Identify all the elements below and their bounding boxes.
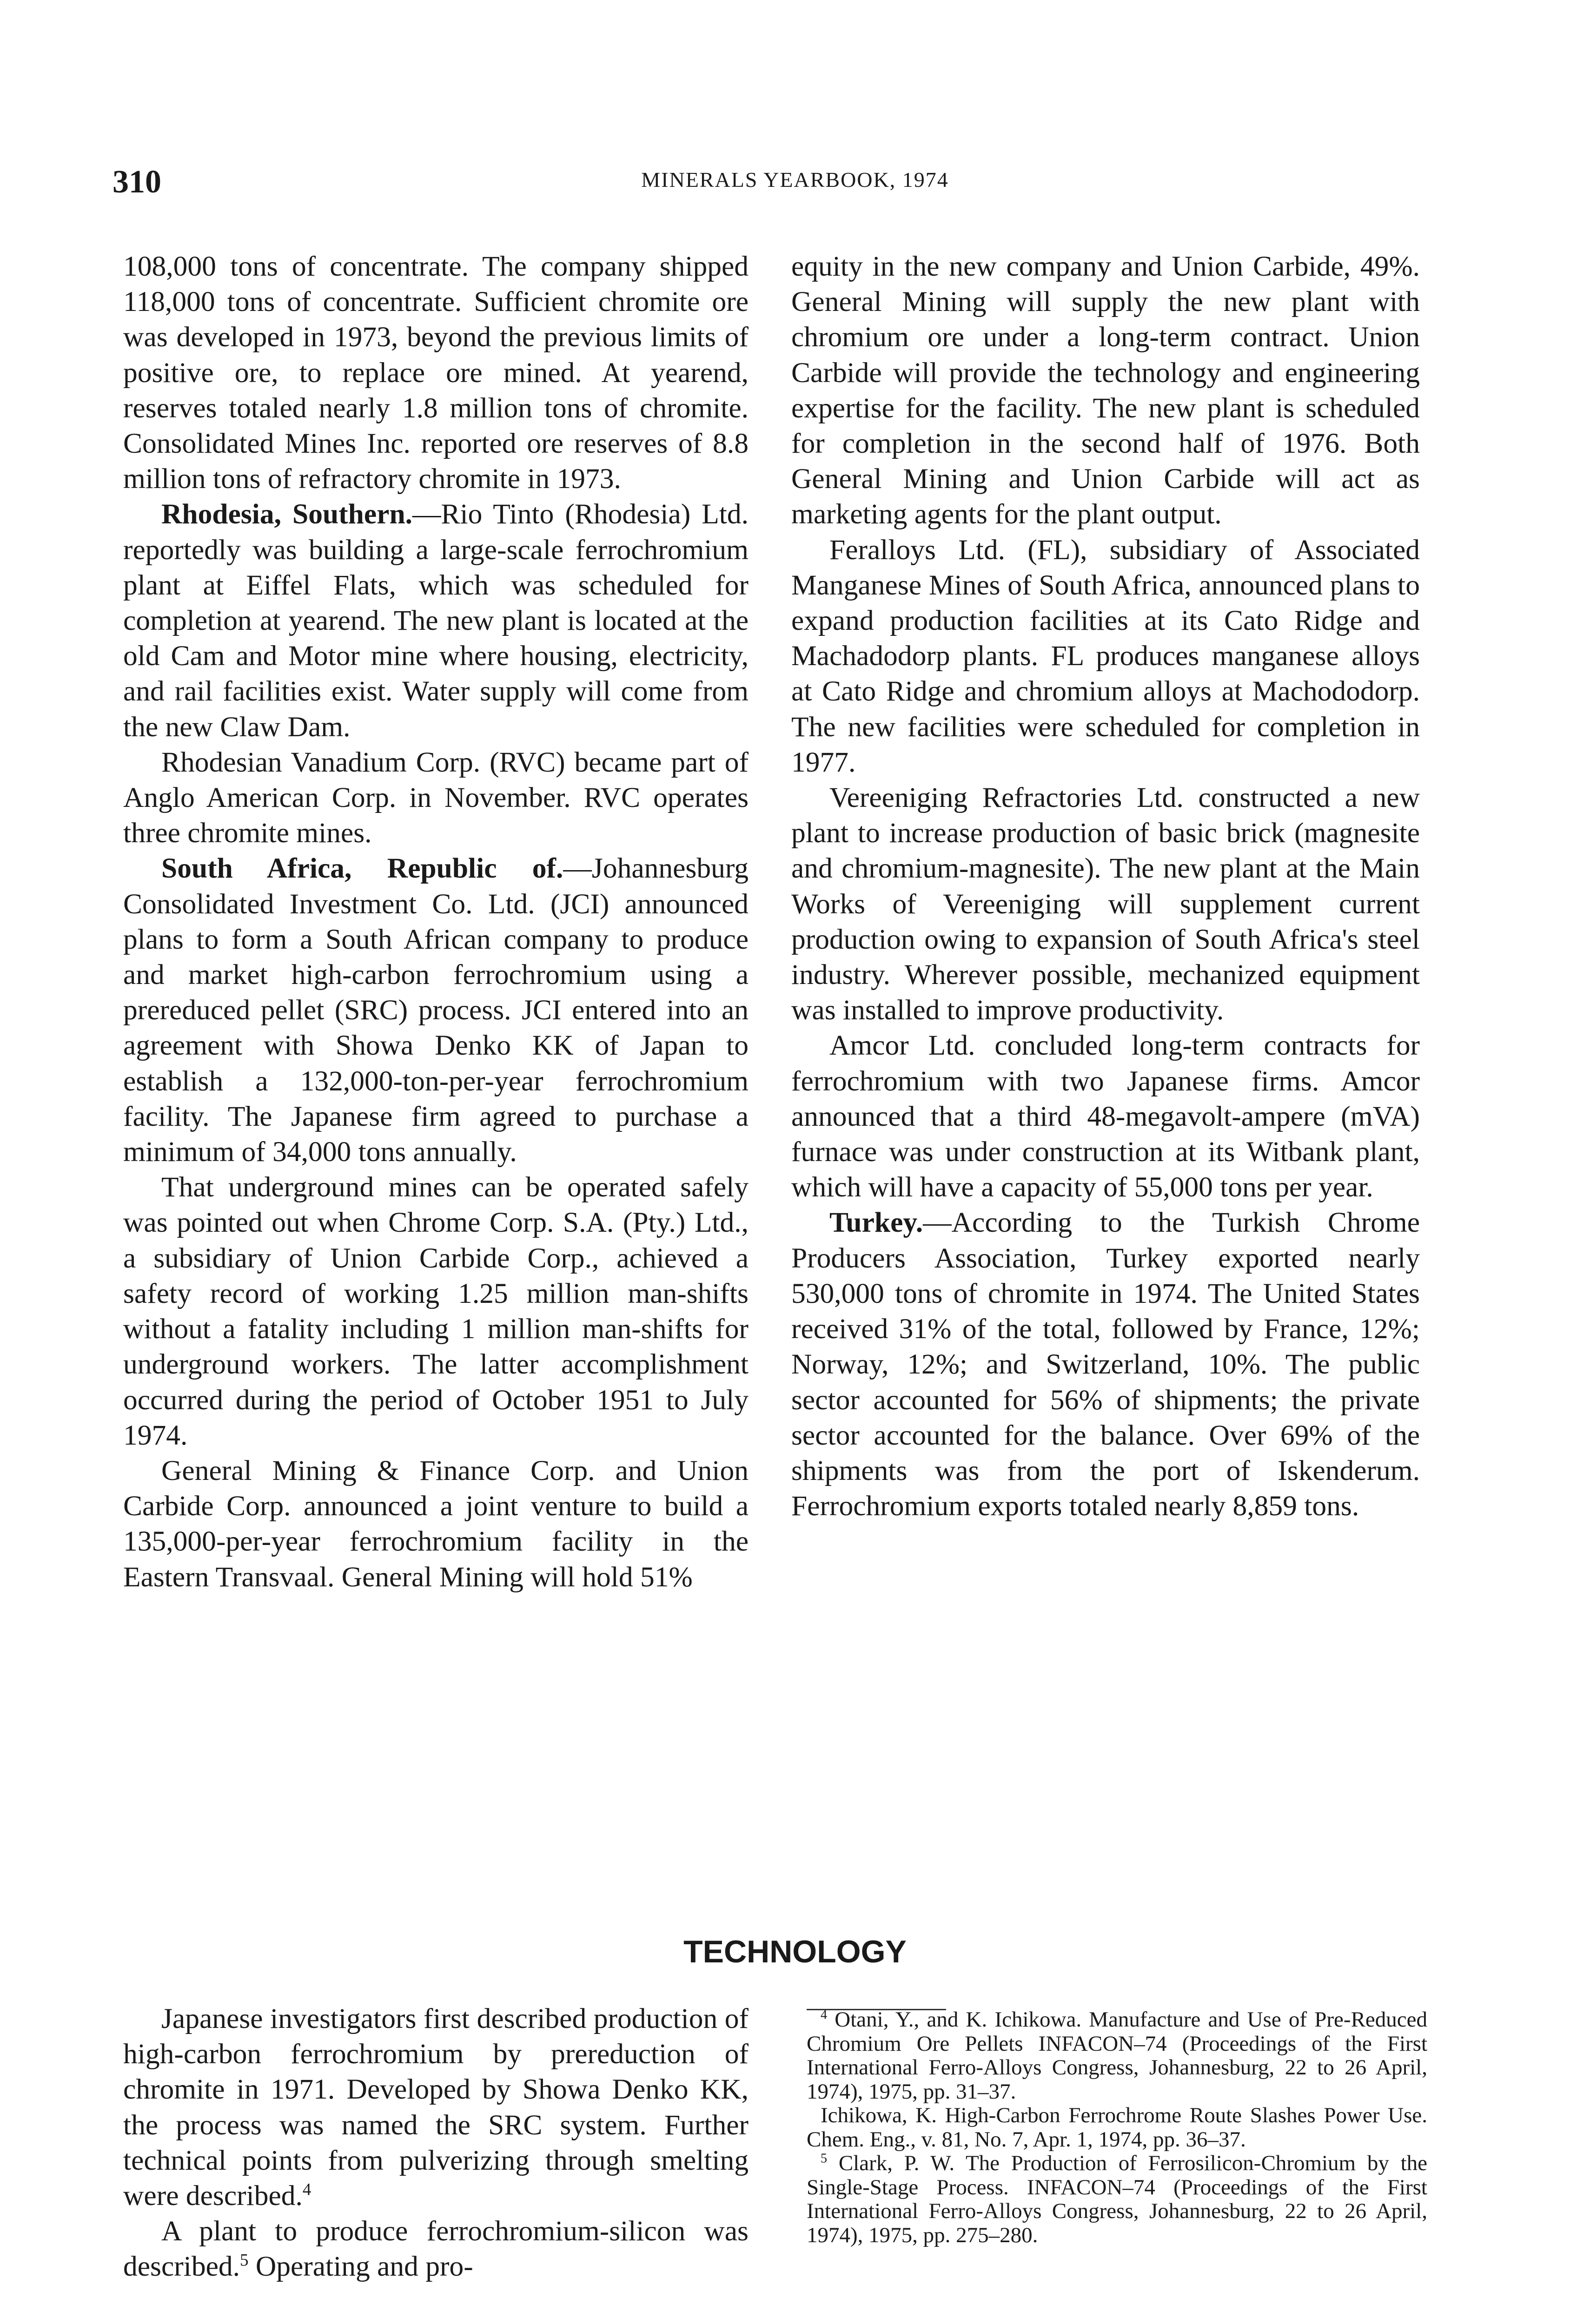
technology-section [123, 2001, 749, 2284]
paragraph: That underground mines can be operated safely was pointed out when Chrome Corp. S.A. (Pty.) Ltd., a subsidiary of Union Carbide Corp., achieved a safety record of working 1.25 million man-shifts without a fatality including 1 million man-shifts for underground workers. The latter accomplishment occurred during the period of October 1951 to July 1974. [123, 1171, 749, 1451]
footnote-4-continued: Ichikowa, K. High-Carbon Ferrochrome Route Slashes Power Use. Chem. Eng., v. 81, No. 7, Apr. 1, 1974, pp. 36–37. [807, 2103, 1427, 2152]
paragraph [123, 496, 749, 744]
page-number: 310 [113, 164, 161, 200]
left-column [123, 249, 749, 1595]
paragraph: General Mining & Finance Corp. and Union Carbide Corp. announced a joint venture to build a 135,000-per-year ferrochromium facility in the Eastern Transvaal. General Mining will hold 51% [123, 1454, 749, 1593]
paragraph-text: Operating and pro- [248, 2251, 473, 2283]
right-column [791, 249, 1420, 1524]
footnote-text: Otani, Y., and K. Ichikowa. Manufacture and Use of Pre-Reduced Chromium Ore Pellets INFACON–74 (Proceedings of the First International Ferro-Alloys Congress, Johannesburg, 22 to 26 April, 1974), 1975, pp. 31–37. [807, 2007, 1427, 2104]
paragraph: Feralloys Ltd. (FL), subsidiary of Associated Manganese Mines of South Africa, announced plans to expand production facilities at its Cato Ridge and Machadodorp plants. FL produces manganese alloys at Cato Ridge and chromium alloys at Machododorp. The new facilities were scheduled for completion in 1977. [791, 534, 1420, 778]
footnote-4 [807, 2008, 1427, 2104]
footnote-mark: 4 [821, 2007, 828, 2022]
run-in-heading: Turkey. [829, 1207, 923, 1239]
paragraph-text: A plant to produce ferrochromium-silicon was described. [123, 2215, 749, 2283]
footnote-5 [807, 2152, 1427, 2247]
section-heading-technology: TECHNOLOGY [683, 1934, 907, 1969]
footnote-mark: 5 [821, 2151, 828, 2166]
run-in-heading: South Africa, Republic of. [161, 852, 563, 885]
paragraph [123, 2213, 749, 2284]
paragraph-text: —According to the Turkish Chrome Producers Association, Turkey exported nearly 530,000 tons of chromite in 1974. The United States received 31% of the total, followed by France, 12%; Norway, 12%; and Switzerland, 10%. The public sector accounted for 56% of shipments; the private sector accounted for the balance. Over 69% of the shipments was from the port of Iskenderum. Ferrochromium exports totaled nearly 8,859 tons. [791, 1207, 1420, 1522]
paragraph: Vereeniging Refractories Ltd. constructed a new plant to increase production of basic brick (magnesite and chromium-magnesite). The new plant at the Main Works of Vereeniging will supplement current production owing to expansion of South Africa's steel industry. Wherever possible, mechanized equipment was installed to improve productivity. [791, 782, 1420, 1026]
run-in-heading: Rhodesia, Southern. [161, 498, 413, 530]
paragraph: Amcor Ltd. concluded long-term contracts for ferrochromium with two Japanese firms. Amcor announced that a third 48-megavolt-ampere (mVA) furnace was under construction at its Witbank plant, which will have a capacity of 55,000 tons per year. [791, 1030, 1420, 1203]
paragraph: 108,000 tons of concentrate. The company shipped 118,000 tons of concentrate. Sufficient chromite ore was developed in 1973, beyond the previous limits of positive ore, to replace ore mined. At yearend, reserves totaled nearly 1.8 million tons of chromite. Consolidated Mines Inc. reported ore reserves of 8.8 million tons of refractory chromite in 1973. [123, 251, 749, 495]
paragraph-text: Japanese investigators first described production of high-carbon ferrochromium by prereduction of chromite in 1971. Developed by Showa Denko KK, the process was named the SRC system. Further technical points from pulverizing through smelting were described. [123, 2003, 749, 2212]
footnotes [807, 2008, 1427, 2247]
footnote-ref[interactable]: 4 [302, 2179, 311, 2199]
paragraph-text: —Johannesburg Consolidated Investment Co. Ltd. (JCI) announced plans to form a South African company to produce and market high-carbon ferrochromium using a prereduced pellet (SRC) process. JCI entered into an agreement with Showa Denko KK of Japan to establish a 132,000-ton-per-year ferrochromium facility. The Japanese firm agreed to purchase a minimum of 34,000 tons annually. [123, 852, 749, 1168]
footnote-ref[interactable]: 5 [240, 2250, 249, 2270]
paragraph [123, 2001, 749, 2213]
running-head: MINERALS YEARBOOK, 1974 [641, 168, 949, 191]
paragraph [123, 851, 749, 1169]
paragraph: Rhodesian Vanadium Corp. (RVC) became part of Anglo American Corp. in November. RVC operates three chromite mines. [123, 746, 749, 849]
paragraph: equity in the new company and Union Carbide, 49%. General Mining will supply the new plant with chromium ore under a long-term contract. Union Carbide will provide the technology and engineering expertise for the facility. The new plant is scheduled for completion in the second half of 1976. Both General Mining and Union Carbide will act as marketing agents for the plant output. [791, 251, 1420, 530]
footnote-text: Clark, P. W. The Production of Ferrosilicon-Chromium by the Single-Stage Process. INFACON–74 (Proceedings of the First International Ferro-Alloys Congress, Johannesburg, 22 to 26 April, 1974), 1975, pp. 275–280. [807, 2151, 1427, 2247]
paragraph-text: —Rio Tinto (Rhodesia) Ltd. reportedly was building a large-scale ferrochromium plant at Eiffel Flats, which was scheduled for completion at yearend. The new plant is located at the old Cam and Motor mine where housing, electricity, and rail facilities exist. Water supply will come from the new Claw Dam. [123, 498, 749, 743]
paragraph [791, 1205, 1420, 1524]
